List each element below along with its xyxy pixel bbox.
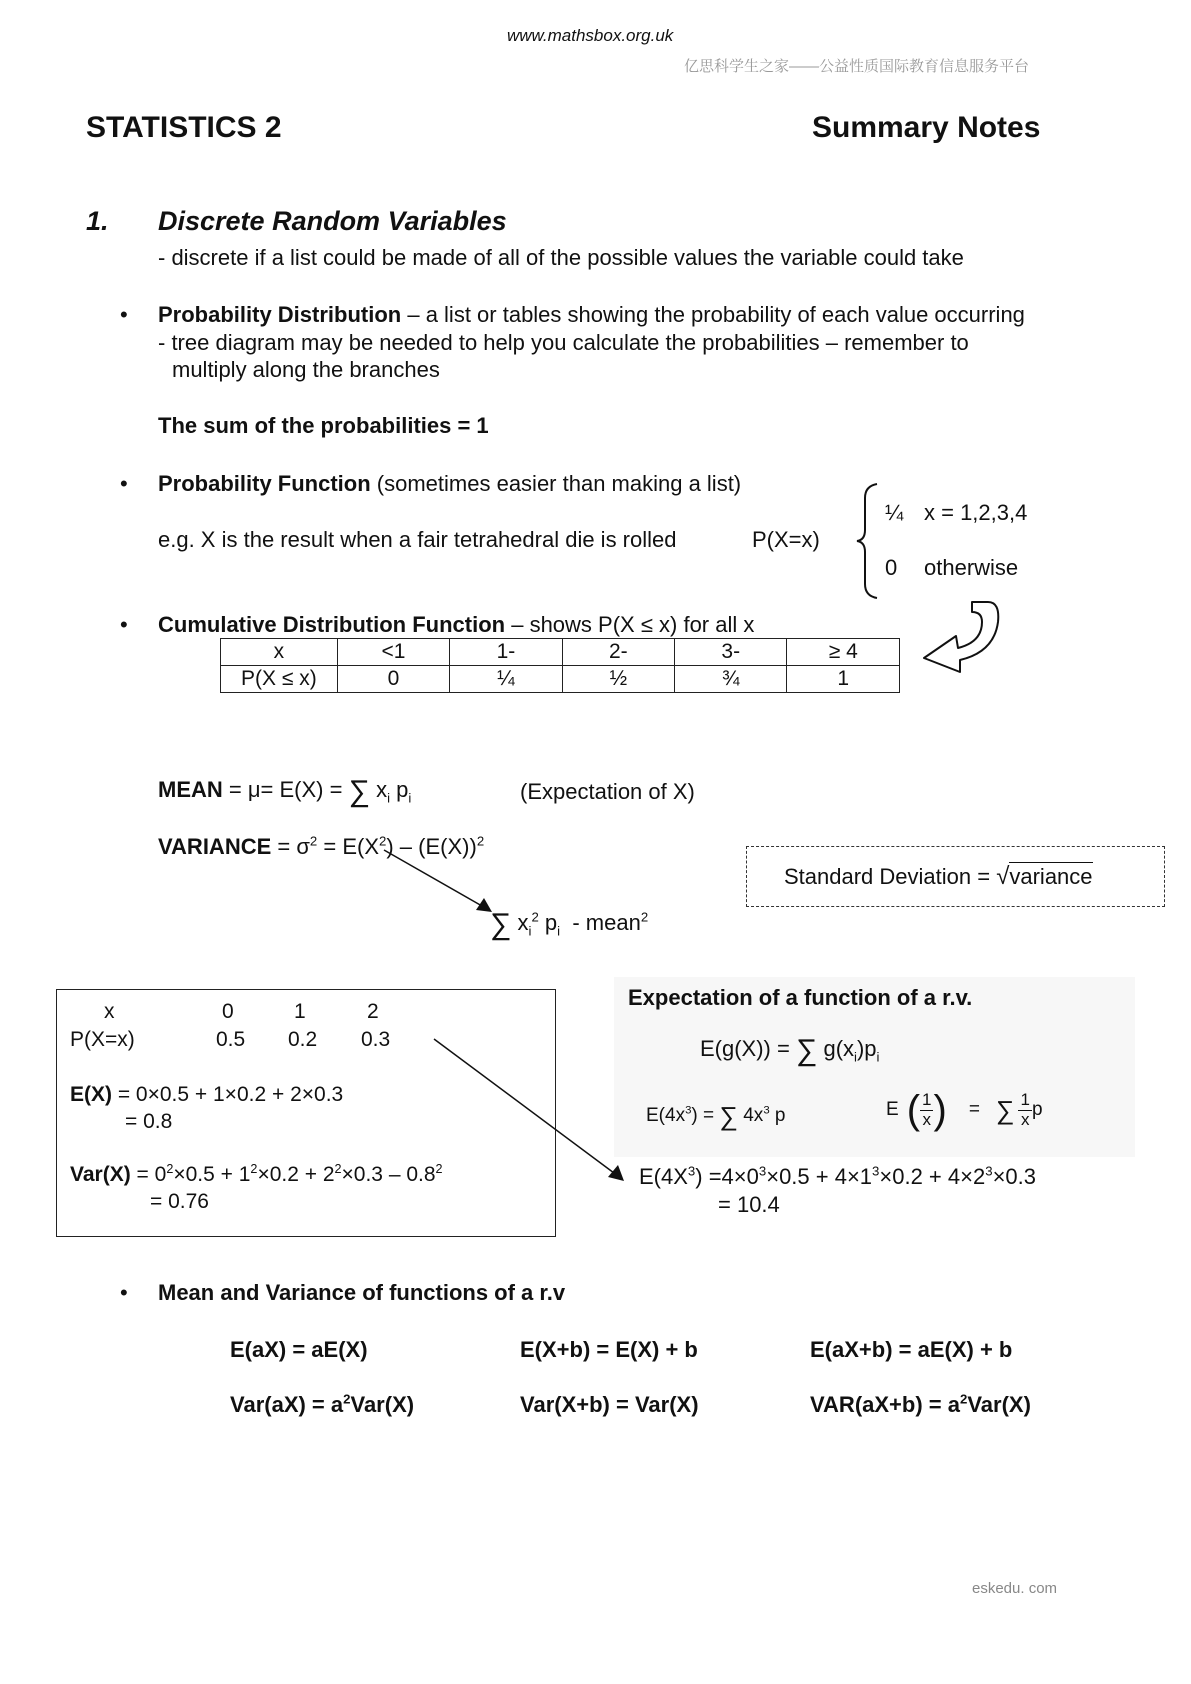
prob-distribution-line2: - tree diagram may be needed to help you calculate the probabilities – remember to <box>158 330 969 355</box>
calc-part: E(4X <box>639 1164 688 1189</box>
section-title: Discrete Random Variables <box>158 206 507 236</box>
we-var-line <box>70 1163 443 1187</box>
fraction <box>1018 1091 1031 1129</box>
prob-function-pxx: P(X=x) <box>752 527 820 552</box>
mean-note: (Expectation of X) <box>520 779 695 804</box>
superscript: 3 <box>758 1163 767 1179</box>
table-cell: 0 <box>337 666 449 693</box>
case2-value: 0 <box>885 555 898 580</box>
prob-distribution-line3: multiply along the branches <box>172 357 440 382</box>
table-cell: ¼ <box>450 666 562 693</box>
we-var-part: ×0.2 + 2 <box>257 1163 335 1186</box>
denominator: x <box>1020 1109 1030 1129</box>
arrow-variance-icon <box>380 846 500 916</box>
we-var-part: ×0.5 + 1 <box>173 1163 251 1186</box>
we-ex-expr: = 0×0.5 + 1×0.2 + 2×0.3 <box>112 1083 344 1106</box>
variance-part: ) – (E(X)) <box>386 834 477 859</box>
cdf-table <box>220 638 900 693</box>
mean-i2: i <box>408 790 412 806</box>
table-cell: P(X ≤ x) <box>221 666 338 693</box>
we-var-label: Var(X) <box>70 1163 131 1186</box>
mean-x: x <box>376 777 388 802</box>
sigma-symbol: ∑ <box>490 908 512 941</box>
prob-function-term: Probability Function <box>158 471 371 496</box>
e4-formula <box>646 1103 786 1129</box>
paren-right-icon: ) <box>933 1088 947 1132</box>
bullet-prob-distribution: • <box>120 302 128 327</box>
footer-site: eskedu. com <box>972 1580 1058 1597</box>
rule-e-ax: E(aX) = aE(X) <box>230 1337 368 1362</box>
rule-e-xb: E(X+b) = E(X) + b <box>520 1337 698 1362</box>
bullet-cdf: • <box>120 612 128 637</box>
radical-icon: √ <box>996 863 1010 890</box>
superscript: 3 <box>985 1163 993 1179</box>
mean-i1: i <box>387 790 391 806</box>
superscript: 2 <box>309 833 318 849</box>
page-subtitle: Summary Notes <box>812 111 1041 144</box>
we-p-value: 0.5 <box>216 1028 246 1051</box>
sigma-symbol: ∑ <box>795 1034 818 1067</box>
alt-p: p <box>544 910 558 935</box>
table-row <box>221 639 900 666</box>
superscript: 2 <box>640 909 649 925</box>
superscript: 3 <box>872 1163 880 1179</box>
rule-part: VAR(aX+b) = a <box>810 1392 960 1417</box>
sigma-symbol: ∑ <box>348 775 370 808</box>
einv-eq: = <box>968 1099 980 1120</box>
we-x-value: 1 <box>294 1000 306 1023</box>
rule-var-axb <box>810 1392 1031 1418</box>
superscript: 2 <box>250 1162 258 1176</box>
superscript: 2 <box>959 1391 968 1407</box>
table-cell: 1 <box>787 666 900 693</box>
superscript: 3 <box>763 1104 770 1117</box>
rule-part: Var(X) <box>967 1392 1031 1417</box>
section-definition: - discrete if a list could be made of all of the possible values the variable could take <box>158 245 964 270</box>
table-cell: ≥ 4 <box>787 639 900 666</box>
expectation-title: Expectation of a function of a r.v. <box>628 985 973 1010</box>
prob-function-example: e.g. X is the result when a fair tetrahedral die is rolled <box>158 527 677 552</box>
we-p-label: P(X=x) <box>70 1028 135 1051</box>
mean-formula <box>158 777 411 807</box>
alt-mean: - mean <box>572 910 641 935</box>
sigma-symbol: ∑ <box>719 1101 738 1131</box>
header-watermark: 亿思科学生之家——公益性质国际教育信息服务平台 <box>684 58 1030 75</box>
we-var-result: = 0.76 <box>150 1190 209 1213</box>
table-cell: 3- <box>675 639 787 666</box>
we-x-label: x <box>104 1000 115 1023</box>
page-title: STATISTICS 2 <box>86 111 282 144</box>
we-ex-line <box>70 1083 343 1107</box>
eg-formula <box>700 1036 879 1066</box>
prob-distribution-line <box>158 302 1025 328</box>
prob-function-desc: (sometimes easier than making a list) <box>370 471 742 496</box>
variance-part: = σ <box>271 834 310 859</box>
rule-part: Var(X) <box>350 1392 415 1417</box>
denominator: x <box>922 1109 931 1129</box>
table-cell: <1 <box>337 639 449 666</box>
variance-alt-formula <box>490 910 648 940</box>
alt-x: x <box>517 910 529 935</box>
case1-condition: x = 1,2,3,4 <box>924 500 1028 525</box>
calc-part: ×0.2 + 4×2 <box>879 1164 986 1189</box>
header-url: www.mathsbox.org.uk <box>507 26 674 45</box>
section-number: 1. <box>86 206 109 236</box>
table-cell: ½ <box>562 666 674 693</box>
paren-left-icon: ( <box>906 1088 921 1132</box>
calc-part: ) =4×0 <box>695 1164 759 1189</box>
e4-part: ) = <box>691 1105 720 1126</box>
curly-brace-icon <box>855 482 881 600</box>
we-p-value: 0.2 <box>288 1028 318 1051</box>
superscript: 2 <box>166 1162 174 1176</box>
superscript: 3 <box>685 1104 692 1117</box>
rule-var-xb: Var(X+b) = Var(X) <box>520 1392 699 1417</box>
fraction <box>920 1091 933 1129</box>
rule-var-ax <box>230 1392 414 1418</box>
rule-e-axb: E(aX+b) = aE(X) + b <box>810 1337 1013 1362</box>
table-cell: 2- <box>562 639 674 666</box>
sigma-symbol: ∑ <box>995 1095 1015 1125</box>
table-cell: 1- <box>450 639 562 666</box>
case1-value: ¼ <box>885 500 904 525</box>
we-x-value: 0 <box>222 1000 234 1023</box>
prob-distribution-desc: – a list or tables showing the probability of each value occurring <box>401 302 1025 327</box>
einv-formula <box>886 1090 1043 1130</box>
e4-part: E(4x <box>646 1105 686 1126</box>
subscript: i <box>557 923 561 939</box>
sum-rule: The sum of the probabilities = 1 <box>158 413 489 438</box>
superscript: 2 <box>476 833 485 849</box>
einv-p: p <box>1031 1099 1043 1120</box>
calc-part: ×0.5 + 4×1 <box>766 1164 873 1189</box>
subscript: i <box>854 1049 857 1065</box>
we-p-value: 0.3 <box>361 1028 391 1051</box>
superscript: 2 <box>334 1162 342 1176</box>
arrow-worked-example-icon <box>430 1035 630 1185</box>
we-var-part: ×0.3 – 0.8 <box>341 1163 436 1186</box>
einv-e: E <box>886 1099 899 1120</box>
mean-eq: = μ= E(X) = <box>222 777 349 802</box>
cdf-term: Cumulative Distribution Function <box>158 612 506 637</box>
prob-distribution-term: Probability Distribution <box>158 302 402 327</box>
bullet-prob-function: • <box>120 471 128 496</box>
subscript: i <box>528 923 532 939</box>
eg-part: )p <box>856 1036 877 1061</box>
we-ex-label: E(X) <box>70 1083 112 1106</box>
table-cell: x <box>221 639 338 666</box>
prob-function-line <box>158 471 741 497</box>
table-row <box>221 666 900 693</box>
case2-condition: otherwise <box>924 555 1019 580</box>
we-x-value: 2 <box>367 1000 379 1023</box>
e4-calc <box>639 1164 1036 1190</box>
e4-part: 4x <box>743 1105 764 1126</box>
superscript: 2 <box>379 833 387 849</box>
mean-p: p <box>396 777 409 802</box>
variance-part: = E(X <box>317 834 380 859</box>
cdf-desc: – shows P(X ≤ x) for all x <box>505 612 755 637</box>
e4-calc-result: = 10.4 <box>718 1192 780 1217</box>
superscript: 3 <box>687 1163 696 1179</box>
variance-label: VARIANCE <box>158 834 272 859</box>
curved-arrow-icon <box>920 598 1000 683</box>
std-dev-formula <box>784 863 1093 891</box>
bullet-mean-var: • <box>120 1280 128 1305</box>
superscript: 2 <box>343 1391 351 1407</box>
rule-part: Var(aX) = a <box>230 1392 344 1417</box>
mean-label: MEAN <box>158 777 223 802</box>
numerator: 1 <box>922 1089 932 1109</box>
we-ex-result: = 0.8 <box>125 1110 173 1133</box>
superscript: 2 <box>531 909 539 925</box>
mean-var-title: Mean and Variance of functions of a r.v <box>158 1280 566 1305</box>
superscript: 2 <box>435 1162 443 1176</box>
subscript: i <box>876 1049 880 1065</box>
std-dev-label: Standard Deviation = <box>784 864 997 889</box>
e4-part: p <box>769 1105 786 1126</box>
std-dev-inner: variance <box>1009 864 1093 889</box>
eg-part: E(g(X)) = <box>700 1036 796 1061</box>
calc-part: ×0.3 <box>992 1164 1036 1189</box>
table-cell: ¾ <box>675 666 787 693</box>
cdf-line <box>158 612 754 638</box>
we-var-part: = 0 <box>130 1163 167 1186</box>
eg-part: g(x <box>823 1036 855 1061</box>
numerator: 1 <box>1020 1089 1030 1109</box>
